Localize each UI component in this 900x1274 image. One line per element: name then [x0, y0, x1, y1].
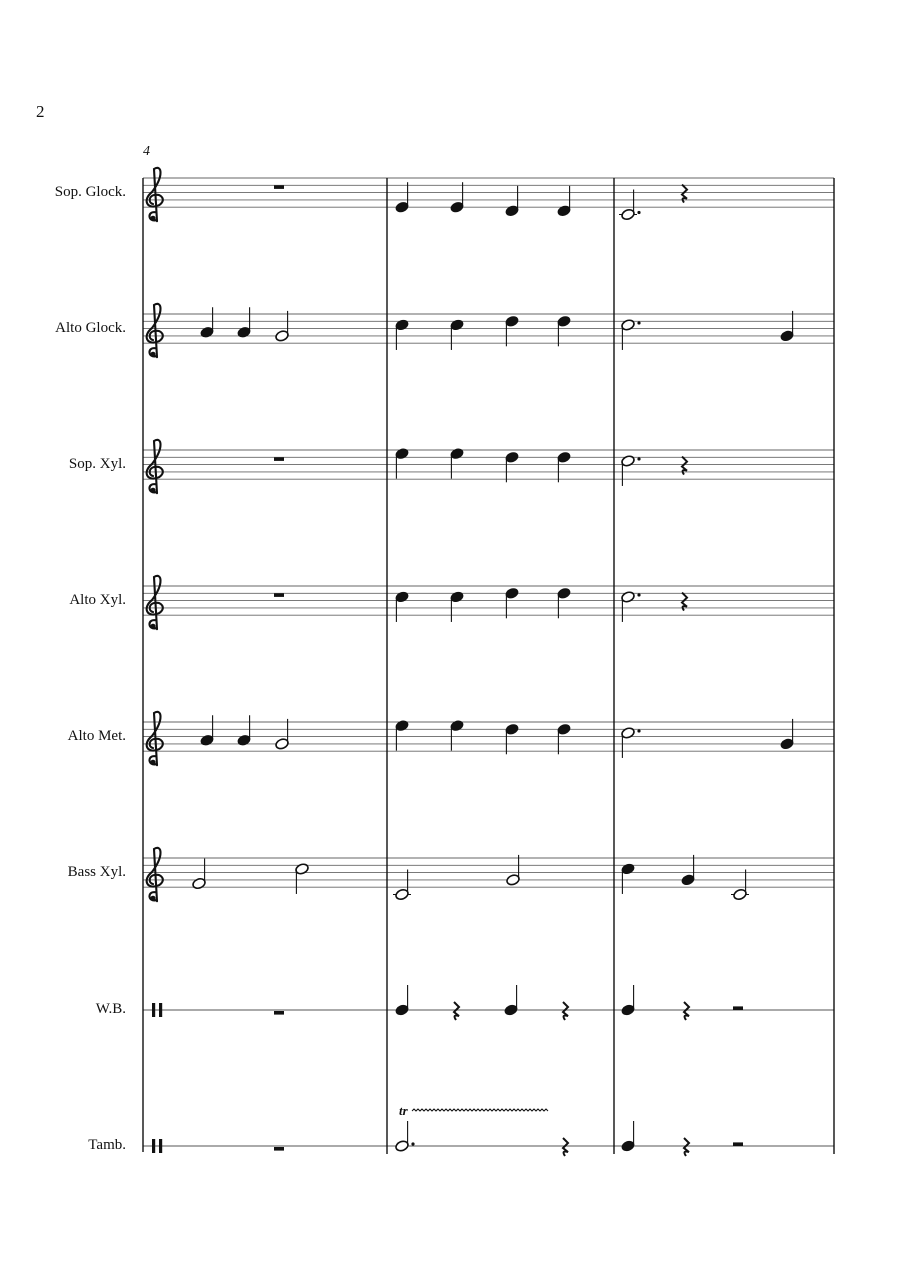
note [237, 307, 252, 338]
rest [454, 1002, 459, 1020]
note [395, 719, 410, 750]
instrument-label: Alto Xyl. [69, 591, 126, 608]
treble-clef-icon [147, 712, 163, 765]
note [395, 447, 410, 478]
trill-mark [399, 1103, 548, 1118]
note [295, 863, 310, 894]
rest [684, 1138, 689, 1156]
rest [563, 1002, 568, 1020]
note [505, 451, 520, 482]
treble-clef-icon [147, 848, 163, 901]
note [450, 182, 465, 213]
note [621, 727, 641, 758]
note [450, 447, 465, 478]
note [681, 855, 696, 886]
note [200, 715, 215, 746]
instrument-label: Sop. Xyl. [68, 455, 126, 472]
note [237, 715, 252, 746]
rest [684, 1002, 689, 1020]
rest [563, 1138, 568, 1156]
instrument-label: W.B. [95, 1001, 126, 1017]
instrument-label: Bass Xyl. [67, 863, 126, 880]
treble-clef-icon [147, 440, 163, 493]
note [395, 182, 410, 213]
note [621, 1121, 636, 1152]
note [557, 186, 572, 217]
instrument-label: Alto Met. [67, 727, 126, 744]
rest [274, 457, 284, 461]
staff [143, 858, 834, 887]
note [395, 591, 410, 622]
treble-clef-icon [147, 576, 163, 629]
note [506, 855, 521, 886]
note [621, 985, 636, 1016]
instrument-label: Alto Glock. [55, 319, 126, 336]
note [505, 186, 520, 217]
note [450, 319, 465, 350]
note [200, 307, 215, 338]
note [505, 587, 520, 618]
note [621, 455, 641, 486]
note [780, 719, 795, 750]
rest [274, 593, 284, 597]
staff [143, 178, 834, 207]
note [557, 587, 572, 618]
rest [733, 1142, 743, 1146]
note [393, 870, 411, 901]
note [557, 451, 572, 482]
note [450, 591, 465, 622]
rest [274, 185, 284, 189]
note [505, 315, 520, 346]
treble-clef-icon [147, 304, 163, 357]
note [621, 591, 641, 622]
note [192, 859, 207, 890]
treble-clef-icon [147, 168, 163, 221]
note [621, 863, 636, 894]
svg-text:tr: tr [399, 1103, 408, 1118]
rest [274, 1011, 284, 1015]
instrument-label: Sop. Glock. [54, 183, 126, 200]
rest [274, 1147, 284, 1151]
rest [733, 1006, 743, 1010]
note [505, 723, 520, 754]
note [275, 719, 290, 750]
note [621, 319, 641, 350]
page-number: 2 [36, 102, 45, 121]
staff [143, 586, 834, 615]
note [780, 311, 795, 342]
note [504, 985, 519, 1016]
note [395, 319, 410, 350]
note [557, 315, 572, 346]
instrument-label: Tamb. [88, 1137, 126, 1153]
note [731, 870, 749, 901]
note [619, 190, 641, 221]
note [395, 985, 410, 1016]
measure-number: 4 [143, 144, 150, 159]
staff [143, 450, 834, 479]
note [275, 311, 290, 342]
note [395, 1103, 548, 1152]
note [450, 719, 465, 750]
note [557, 723, 572, 754]
